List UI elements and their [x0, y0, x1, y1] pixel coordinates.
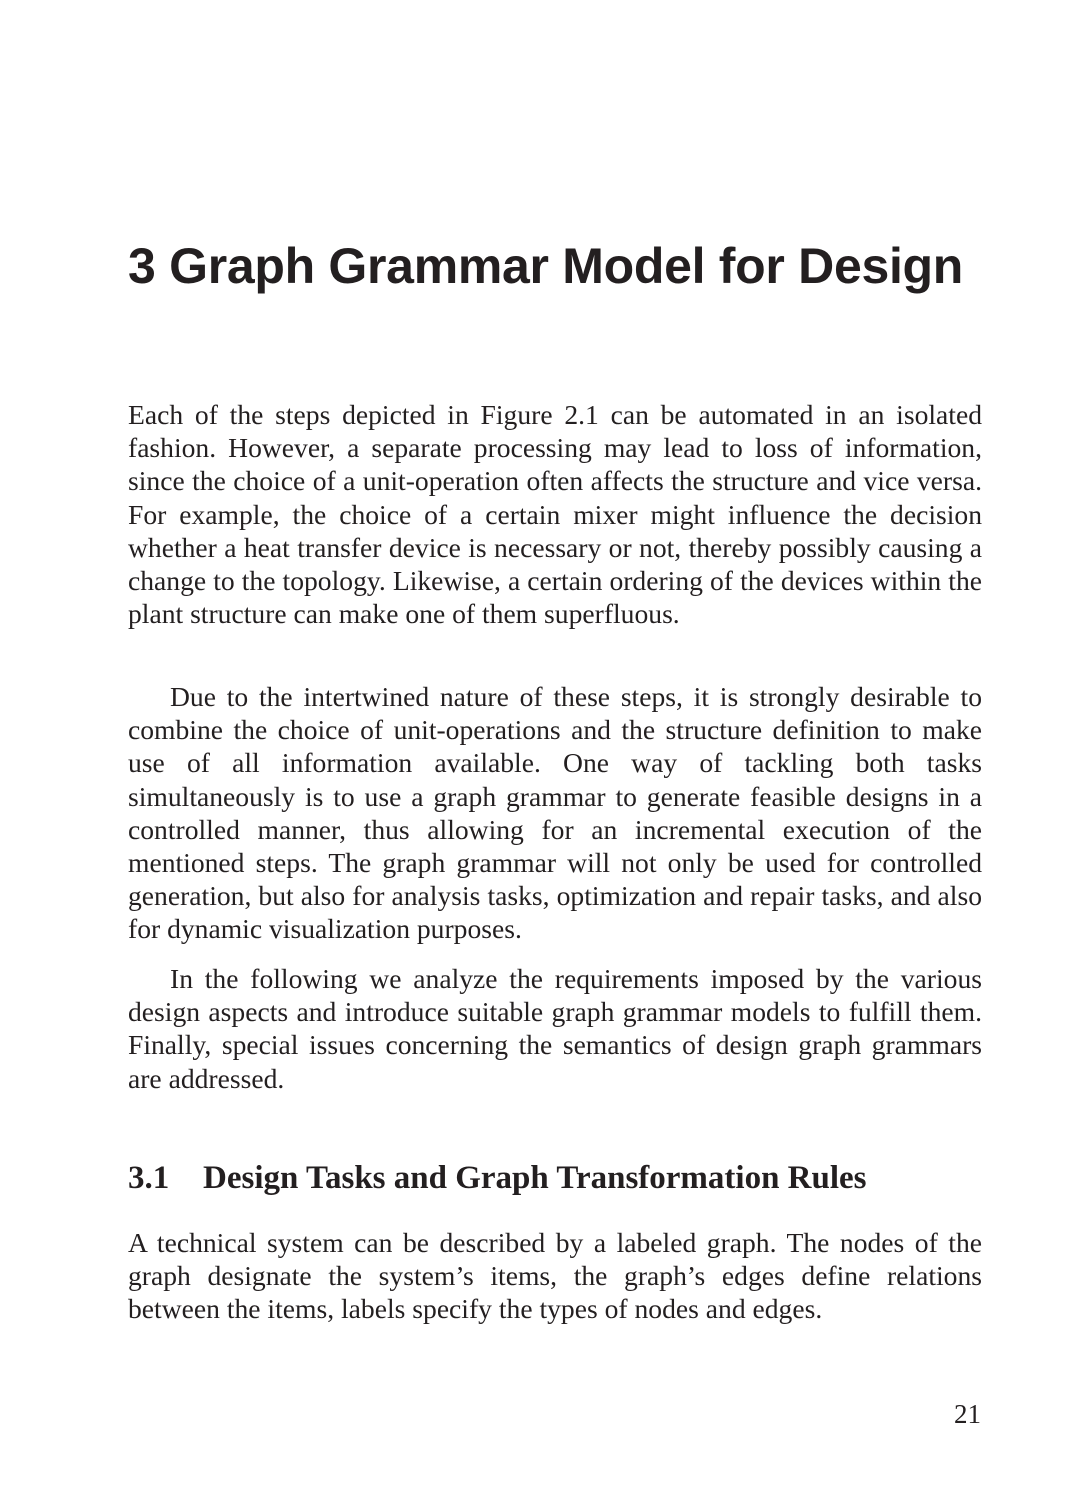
body-paragraph: In the following we analyze the requirements imposed by the various design aspects and introduce suitable graph grammar models to fulfill them. Finally, special issues concerning the semantics of design graph grammars are addressed.: [128, 963, 982, 1094]
chapter-title: 3 Graph Grammar Model for Design: [128, 238, 964, 294]
page-number: 21: [954, 1399, 981, 1429]
body-paragraph: Each of the steps depicted in Figure 2.1 can be automated in an isolated fashion. However, a separate processing may lead to loss of information, since the choice of a unit-operation often affects the structure and vice versa. For example, the choice of a certain mixer might influence the decision whether a heat transfer device is necessary or not, thereby possibly causing a change to the topology. Likewise, a certain ordering of the devices within the plant structure can make one of them superfluous.: [128, 399, 982, 630]
section-number: 3.1: [128, 1160, 170, 1196]
section-title: Design Tasks and Graph Transformation Rules: [203, 1160, 867, 1196]
body-paragraph: Due to the intertwined nature of these steps, it is strongly desirable to combine the choice of unit-operations and the structure definition to make use of all information available. One way of tackling both tasks simultaneously is to use a graph grammar to generate feasible designs in a controlled manner, thus allowing for an incremental execution of the mentioned steps. The graph grammar will not only be used for controlled generation, but also for analysis tasks, optimization and repair tasks, and also for dynamic visualization purposes.: [128, 681, 982, 945]
section-heading: [128, 1158, 867, 1198]
section-paragraph: A technical system can be described by a labeled graph. The nodes of the graph designate the system’s items, the graph’s edges define relations between the items, labels specify the types of nodes and edges.: [128, 1227, 982, 1325]
